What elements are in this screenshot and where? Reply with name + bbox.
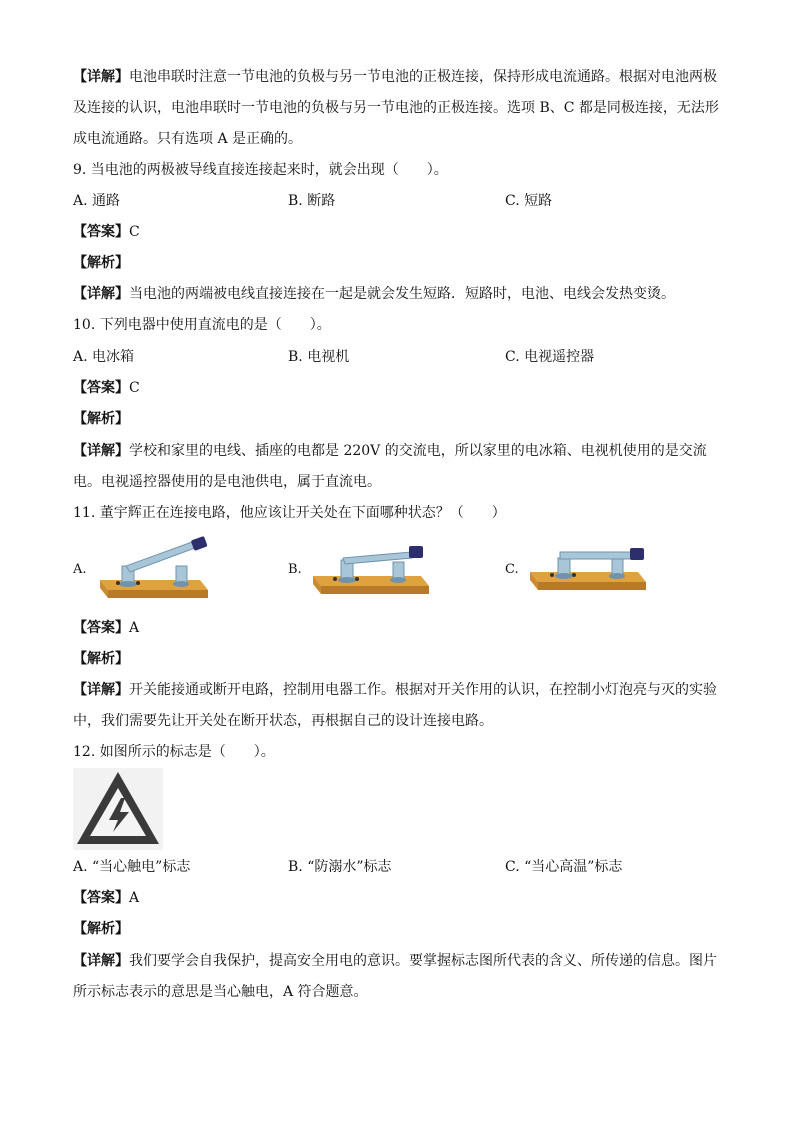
q12-analysis-label: 【解析】	[73, 921, 129, 937]
q12-option-c: C. “当心高温”标志	[505, 859, 623, 875]
knife-switch-closed-icon	[520, 544, 650, 600]
q11-detail-line: 中，我们需要先让开关处在断开状态，再根据自己的设计连接电路。	[73, 713, 493, 729]
q12-stem: 12. 如图所示的标志是（ ）。	[73, 744, 275, 760]
q11-figure-b-label: B.	[288, 562, 302, 577]
q8-detail-line: 及连接的认识，电池串联时一节电池的负极与另一节电池的正极连接。选项 B、C 都是同极连接，无法形	[73, 100, 719, 116]
q9-option-c: C. 短路	[505, 193, 553, 209]
q9-analysis-label: 【解析】	[73, 255, 129, 271]
knife-switch-half-open-icon	[303, 540, 433, 606]
q11-stem: 11. 董宇辉正在连接电路，他应该让开关处在下面哪种状态？（ ）	[73, 505, 506, 521]
q9-detail-line: 【详解】当电池的两端被电线直接连接在一起是就会发生短路．短路时，电池、电线会发热变烫。	[73, 286, 675, 302]
q9-answer: 【答案】C	[73, 224, 140, 240]
q9-option-b: B. 断路	[288, 193, 336, 209]
q10-detail-line: 电。电视遥控器使用的是电池供电，属于直流电。	[73, 474, 381, 490]
q12-detail-line: 【详解】我们要学会自我保护，提高安全用电的意识。要掌握标志图所代表的含义、所传递的信息。图片	[73, 953, 717, 969]
q10-option-c: C. 电视遥控器	[505, 349, 595, 365]
q9-option-a: A. 通路	[73, 193, 121, 209]
q10-stem: 10. 下列电器中使用直流电的是（ ）。	[73, 317, 331, 333]
q10-detail-line: 【详解】学校和家里的电线、插座的电都是 220V 的交流电，所以家里的电冰箱、电视机使用的是交流	[73, 443, 707, 459]
q11-figure-c-label: C.	[505, 562, 519, 577]
q12-answer: 【答案】A	[73, 890, 140, 906]
q11-answer: 【答案】A	[73, 620, 140, 636]
q11-figure-a-label: A.	[73, 562, 87, 577]
q10-answer: 【答案】C	[73, 380, 140, 396]
q12-detail-line: 所示标志表示的意思是当心触电，A 符合题意。	[73, 984, 368, 1000]
q9-stem: 9. 当电池的两极被导线直接连接起来时，就会出现（ ）。	[73, 162, 448, 178]
knife-switch-open-icon	[88, 536, 212, 608]
q12-option-a: A. “当心触电”标志	[73, 859, 191, 875]
q10-option-a: A. 电冰箱	[73, 349, 135, 365]
q11-detail-line: 【详解】开关能接通或断开电路，控制用电器工作。根据对开关作用的认识，在控制小灯泡亮与灭的实验	[73, 682, 717, 698]
electric-hazard-sign-icon	[73, 768, 163, 854]
q12-option-b: B. “防溺水”标志	[288, 859, 392, 875]
q11-analysis-label: 【解析】	[73, 651, 129, 667]
q8-detail-line: 成电流通路。只有选项 A 是正确的。	[73, 131, 303, 147]
q10-option-b: B. 电视机	[288, 349, 350, 365]
q10-analysis-label: 【解析】	[73, 411, 129, 427]
q8-detail-line: 【详解】电池串联时注意一节电池的负极与另一节电池的正极连接，保持形成电流通路。根据对电池两极	[73, 69, 717, 85]
